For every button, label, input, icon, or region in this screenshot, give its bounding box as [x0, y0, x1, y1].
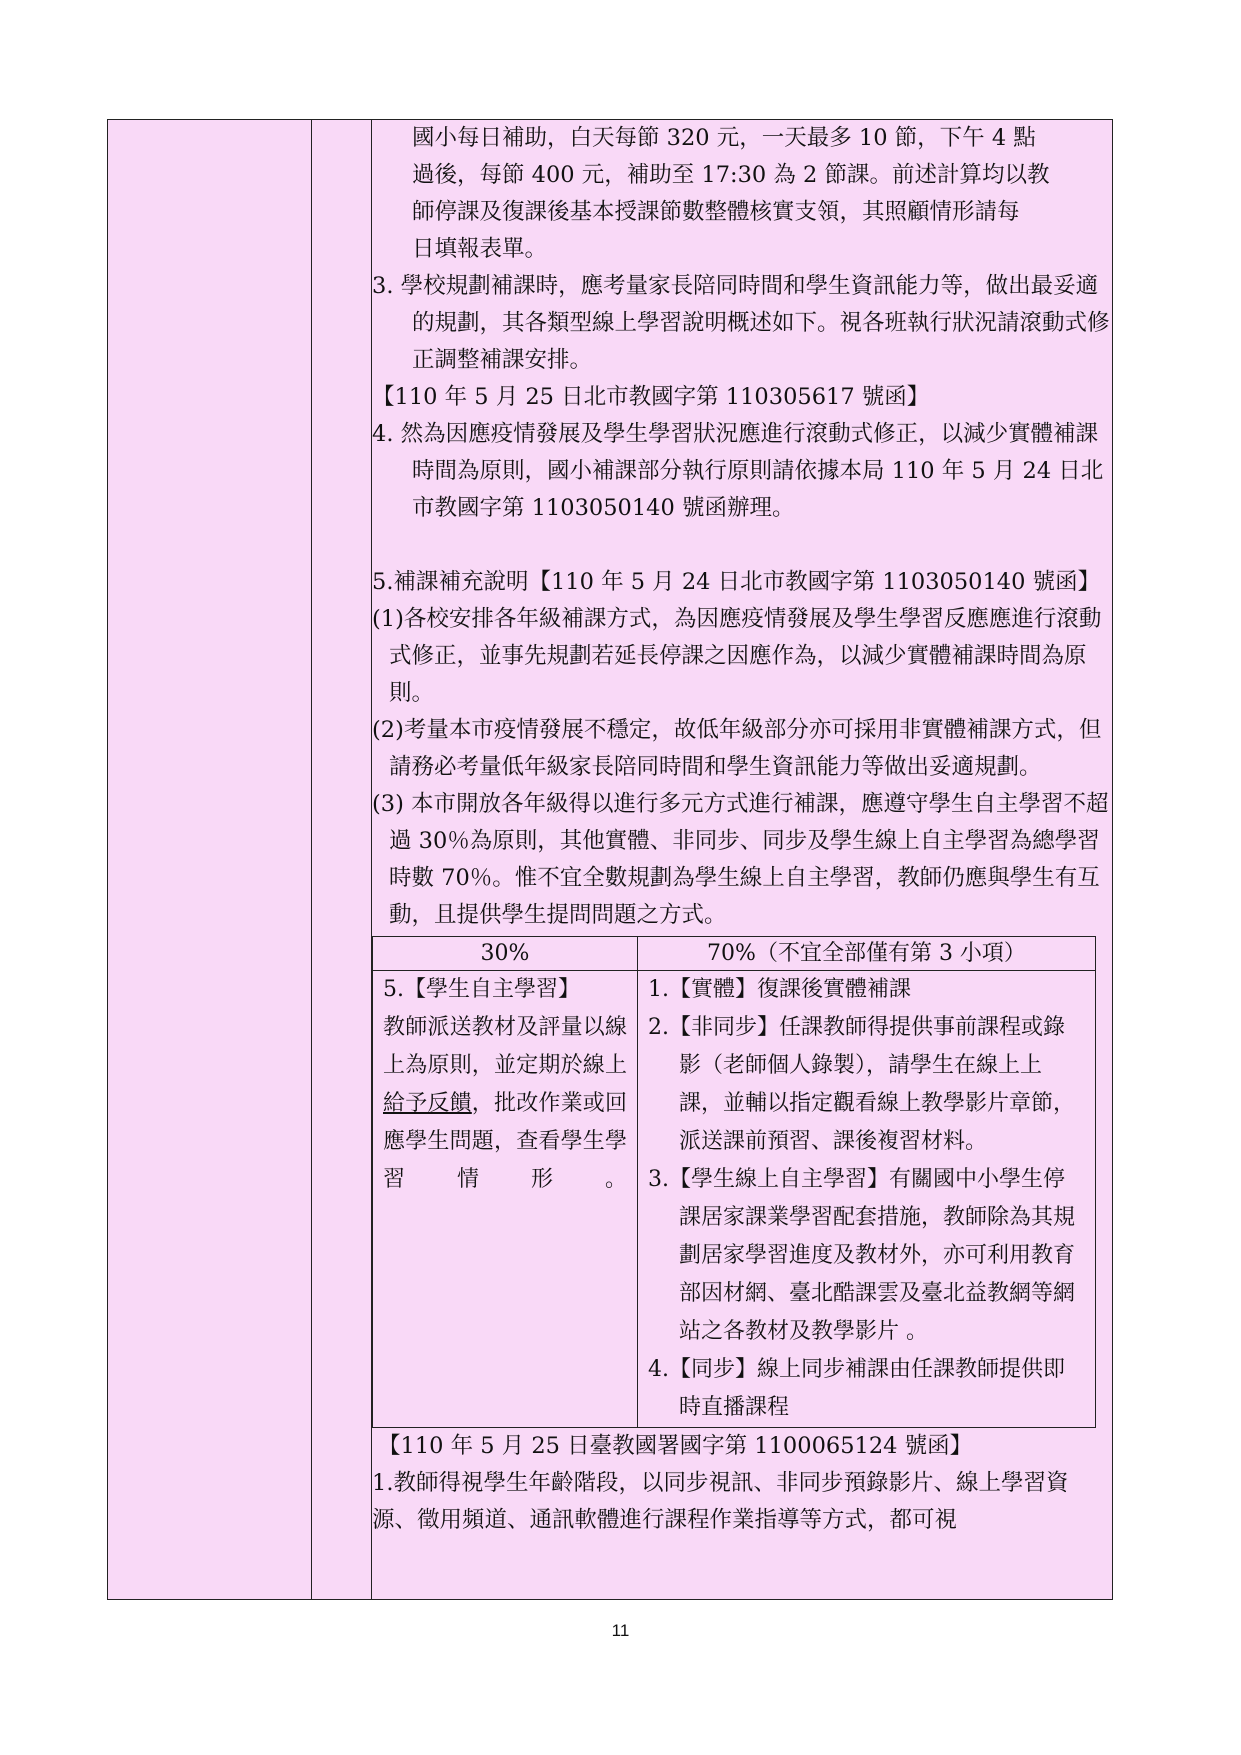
self-study-text-underlined: 給予反饋	[383, 1091, 472, 1116]
category-cell	[108, 120, 312, 1600]
ratio-header-left: 30%	[373, 937, 638, 971]
blank-line	[372, 527, 1112, 564]
method-item-4: 4.【同步】線上同步補課由任課教師提供即時直播課程	[648, 1357, 1065, 1420]
final-item: 1.教師得視學生年齡階段，以同步視訊、非同步預錄影片、線上學習資源、徵用頻道、通訊軟體進行課程作業指導等方式，都可視	[372, 1470, 1069, 1533]
method-item-1: 1.【實體】復課後實體補課	[648, 977, 911, 1002]
ratio-header-right: 70%（不宜全部僅有第 3 小項）	[638, 937, 1096, 971]
self-study-cell	[373, 971, 638, 1428]
methods-cell	[638, 971, 1096, 1428]
continued-line: 日填報表單。	[412, 236, 548, 262]
subcategory-cell	[312, 120, 372, 1600]
content-cell	[372, 120, 1113, 1600]
sub-item-1: (1)各校安排各年級補課方式，為因應疫情發展及學生學習反應應進行滾動式修正，並事先規劃若延長停課之因應作為，以減少實體補課時間為原則。	[372, 606, 1102, 706]
self-study-text-post: ，批改作業或回應學生問題，查看學生學習情形。	[383, 1091, 627, 1192]
sub-item-3: (3) 本市開放各年級得以進行多元方式進行補課，應遵守學生自主學習不超過 30％為原則，其他實體、非同步、同步及學生線上自主學習為總學習時數 70％。惟不宜全數規劃為學生線上自主學習，教師仍應與學生有互動，且提供學生提問問題之方式。	[372, 791, 1109, 928]
ratio-table	[372, 936, 1096, 1428]
item-4: 4. 然為因應疫情發展及學生學習狀況應進行滾動式修正，以減少實體補課時間為原則，國小補課部分執行原則請依據本局 110 年 5 月 24 日北市教國字第 1103050140 號函辦理。	[372, 421, 1104, 521]
continued-line: 師停課及復課後基本授課節數整體核實支領，其照顧情形請每	[412, 199, 1020, 225]
self-study-title: 5.【學生自主學習】	[383, 977, 580, 1002]
method-item-3: 3.【學生線上自主學習】有關國中小學生停課居家課業學習配套措施，教師除為其規劃居家學習進度及教材外，亦可利用教育部因材網、臺北酷課雲及臺北益教網等網站之各教材及教學影片 。	[648, 1167, 1076, 1344]
page-number: 11	[611, 1621, 630, 1640]
document-table	[107, 119, 1113, 1600]
self-study-text-pre: 教師派送教材及評量以線上為原則，並定期於線上	[383, 1015, 627, 1078]
continued-line: 國小每日補助，白天每節 320 元，一天最多 10 節，下午 4 點	[412, 125, 1036, 151]
sub-item-2: (2)考量本市疫情發展不穩定，故低年級部分亦可採用非實體補課方式，但請務必考量低年級家長陪同時間和學生資訊能力等做出妥適規劃。	[372, 717, 1102, 780]
reference-1: 【110 年 5 月 25 日北市教國字第 110305617 號函】	[372, 384, 930, 410]
reference-2: 【110 年 5 月 25 日臺教國署國字第 1100065124 號函】	[378, 1433, 973, 1459]
continued-line: 過後，每節 400 元，補助至 17:30 為 2 節課。前述計算均以教	[412, 162, 1050, 188]
item-5-heading: 5.補課補充說明【110 年 5 月 24 日北市教國字第 1103050140 號函】	[372, 569, 1101, 595]
method-item-2: 2.【非同步】任課教師得提供事前課程或錄影（老師個人錄製），請學生在線上上課，並輔以指定觀看線上教學影片章節，派送課前預習、課後複習材料。	[648, 1015, 1076, 1154]
item-3: 3. 學校規劃補課時，應考量家長陪同時間和學生資訊能力等，做出最妥適的規劃，其各類型線上學習說明概述如下。視各班執行狀況請滾動式修正調整補課安排。	[372, 273, 1110, 373]
self-study-text	[383, 1009, 627, 1199]
